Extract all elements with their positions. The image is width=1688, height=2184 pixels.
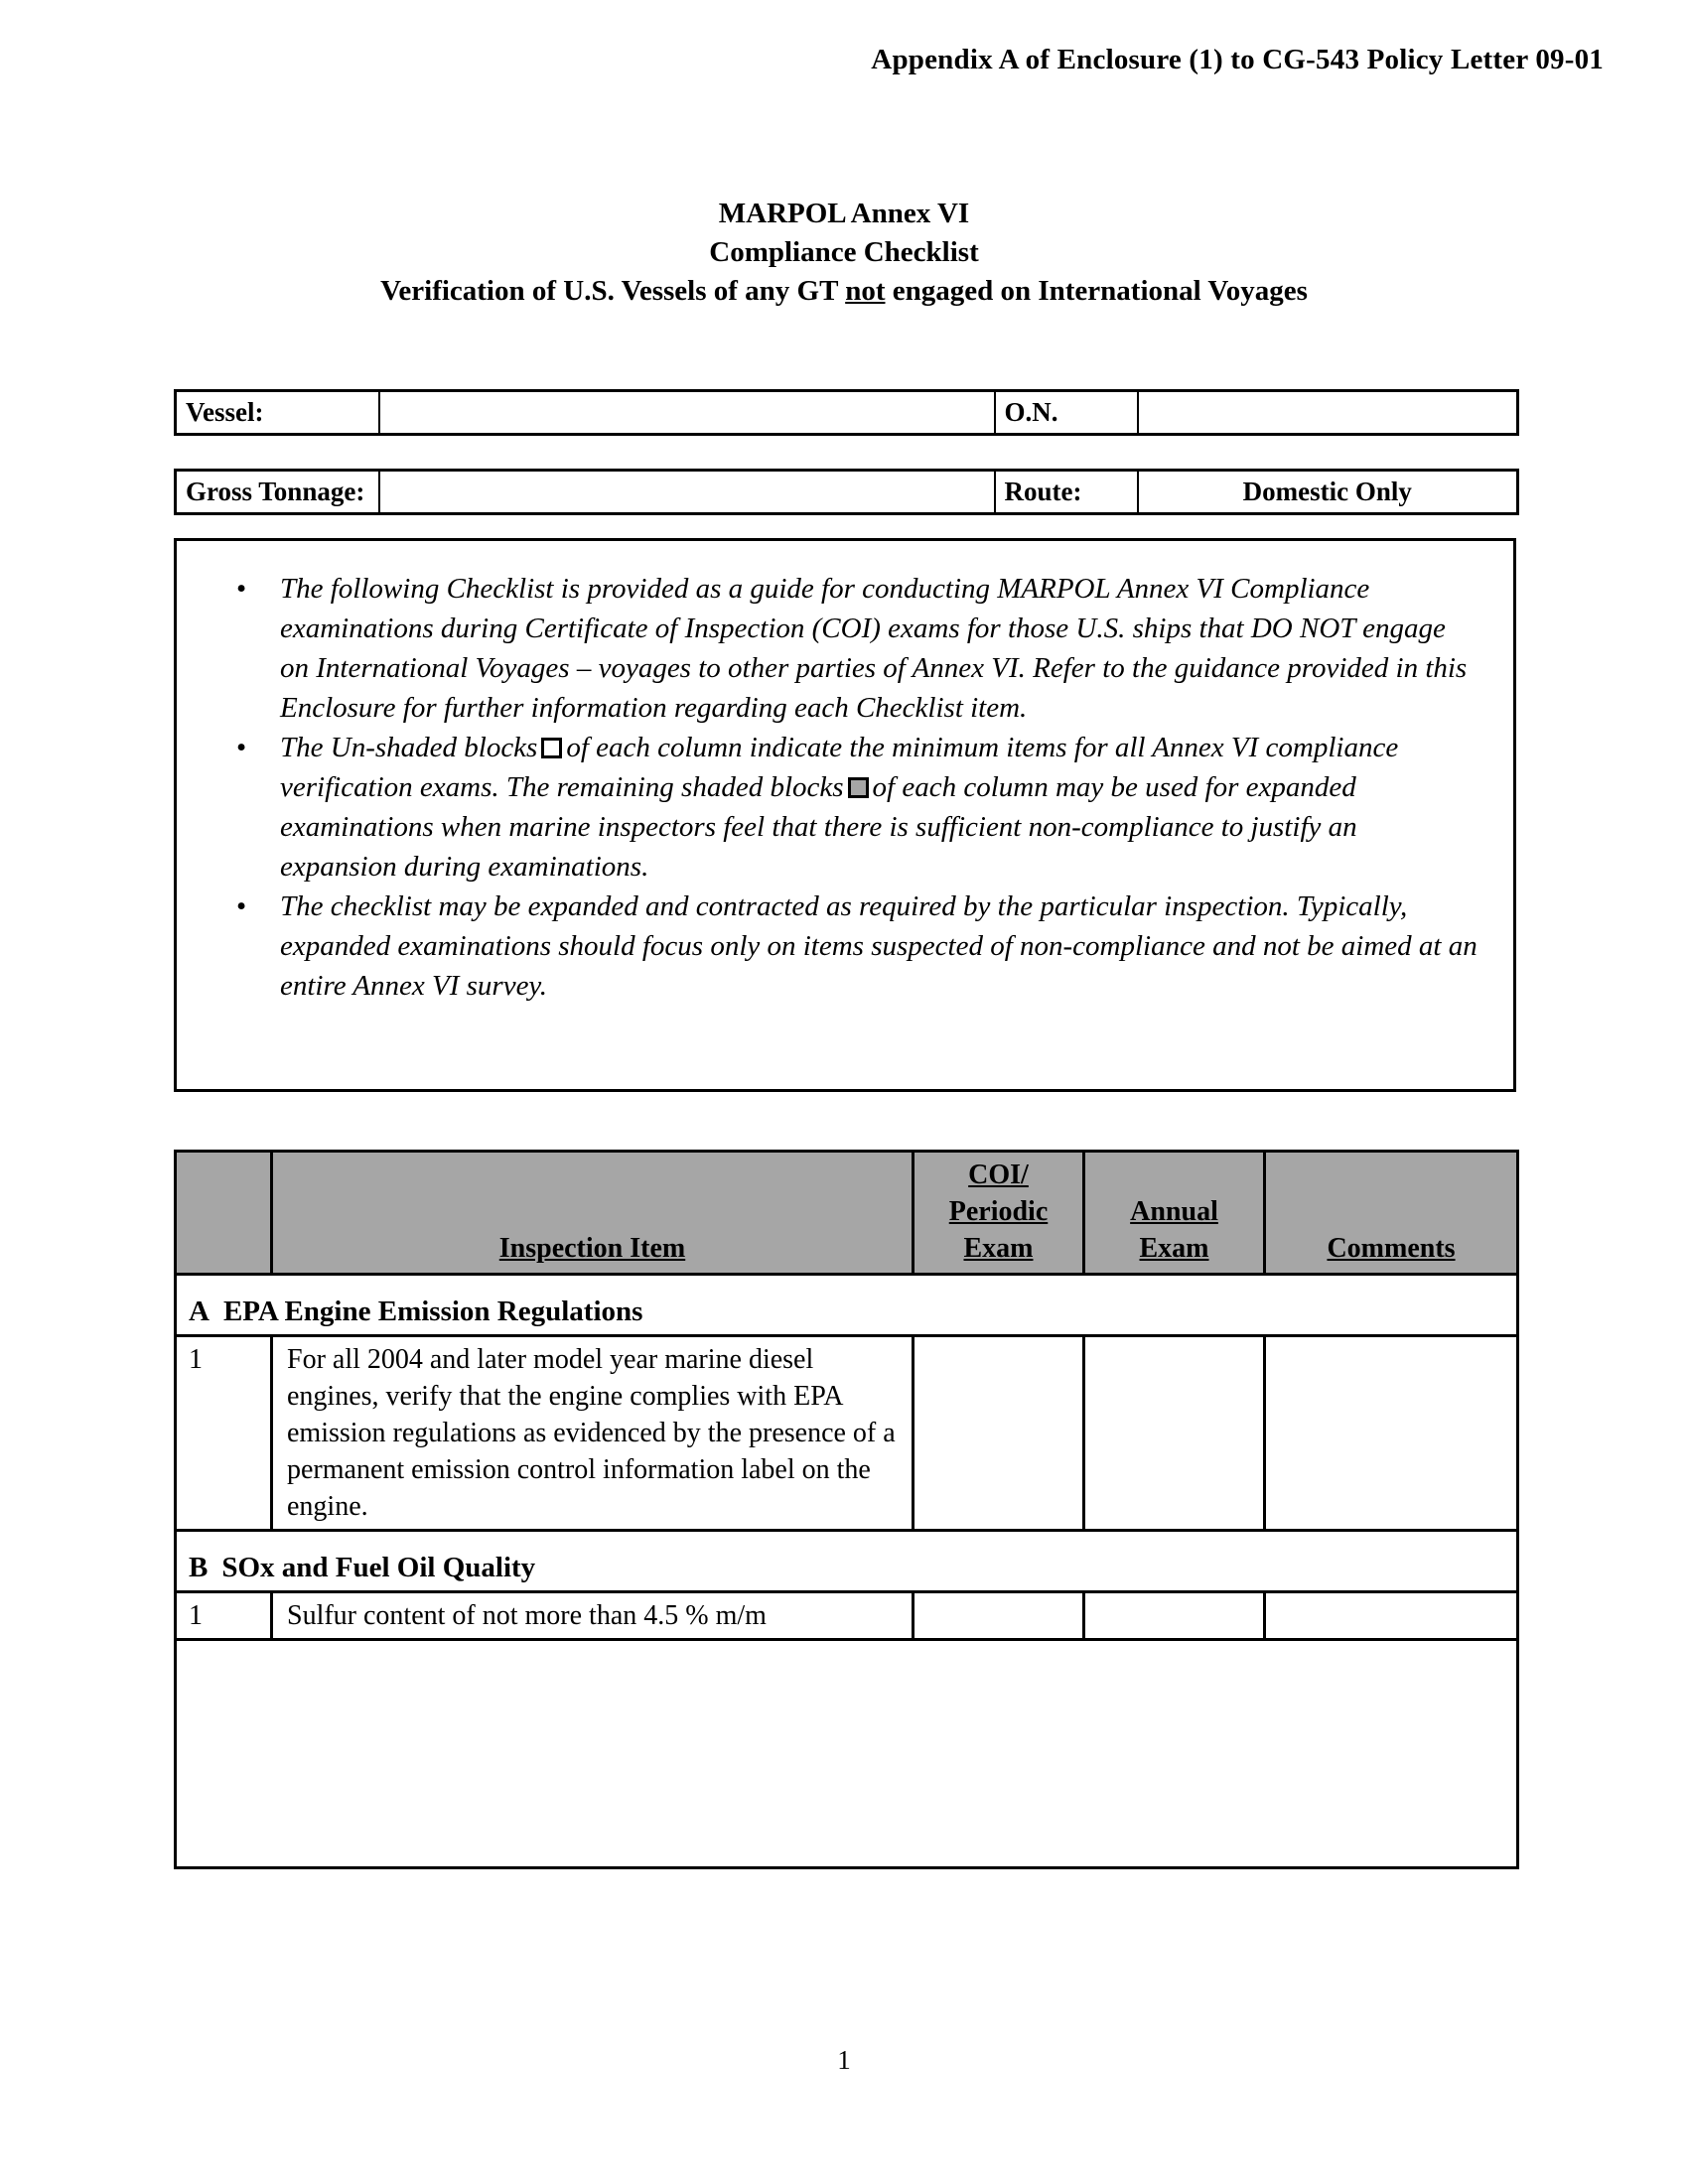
section-header-row-a [176, 1275, 1518, 1336]
tonnage-route-table [174, 469, 1519, 515]
instruction-2-text-part-3: of each column may be used for expanded examinations when marine inspectors feel that there is sufficient non-compliance to justify an expansion during examinations. [280, 771, 1357, 883]
annual-line-1: Annual [1130, 1196, 1218, 1227]
row-coi-periodic-exam-cell[interactable] [914, 1592, 1084, 1640]
annual-line-2: Exam [1139, 1233, 1209, 1264]
section-b-title: SOx and Fuel Oil Quality [221, 1552, 536, 1583]
checklist-header-row [176, 1152, 1518, 1275]
route-label: Route: [995, 471, 1138, 514]
tonnage-row [176, 471, 1518, 514]
instruction-item-1 [212, 569, 1477, 728]
blank-continuation-cell[interactable] [176, 1640, 1518, 1868]
row-number: 1 [176, 1592, 272, 1640]
instruction-2-text-part-1: The Un-shaded blocks [280, 732, 538, 763]
row-number: 1 [176, 1336, 272, 1531]
section-a-title: EPA Engine Emission Regulations [222, 1296, 643, 1327]
gross-tonnage-value-field[interactable] [379, 471, 995, 514]
row-annual-exam-cell[interactable] [1084, 1592, 1265, 1640]
instruction-1-text: The following Checklist is provided as a guide for conducting MARPOL Annex VI Compliance examinations during Certificate of Inspection (COI) exams for those U.S. ships that DO NOT engage on International Voyages – voyages to other parties of Annex VI. Refer to the guidance provided in this Enclosure for further information regarding each Checklist item. [280, 573, 1468, 724]
table-row [176, 1336, 1518, 1531]
title-line-3-post: engaged on International Voyages [885, 275, 1308, 307]
official-number-value-field[interactable] [1138, 391, 1518, 435]
running-header: Appendix A of Enclosure (1) to CG-543 Policy Letter 09-01 [871, 44, 1604, 75]
title-line-3-emphasis: not [845, 275, 886, 307]
section-b-title-cell [176, 1531, 1518, 1592]
official-number-label: O.N. [995, 391, 1138, 435]
row-inspection-item: For all 2004 and later model year marine diesel engines, verify that the engine complies with EPA emission regulations as evidenced by the presence of a permanent emission control information label on the engine. [272, 1336, 914, 1531]
vessel-value-field[interactable] [379, 391, 995, 435]
table-row [176, 1592, 1518, 1640]
title-line-1: MARPOL Annex VI [718, 198, 970, 229]
row-comments-cell[interactable] [1265, 1336, 1518, 1531]
row-comments-cell[interactable] [1265, 1592, 1518, 1640]
bullet-icon: • [236, 890, 247, 922]
column-header-inspection-item-label: Inspection Item [498, 1233, 686, 1264]
title-block [0, 195, 1688, 311]
column-header-comments [1265, 1152, 1518, 1275]
shaded-checkbox-icon [848, 777, 869, 798]
section-b-letter: B [189, 1552, 209, 1583]
checklist-table [174, 1150, 1519, 1869]
section-a-letter: A [189, 1296, 210, 1327]
bullet-icon: • [236, 573, 247, 605]
column-header-comments-label: Comments [1327, 1233, 1456, 1264]
page-number: 1 [837, 2045, 851, 2075]
bullet-icon: • [236, 732, 247, 763]
instruction-item-3 [212, 887, 1477, 1006]
instructions-list [212, 569, 1477, 1006]
row-annual-exam-cell[interactable] [1084, 1336, 1265, 1531]
title-line-3 [0, 272, 1688, 311]
vessel-info-table [174, 389, 1519, 436]
blank-continuation-row [176, 1640, 1518, 1868]
title-line-3-pre: Verification of U.S. Vessels of any GT [380, 275, 846, 307]
column-header-number [176, 1152, 272, 1275]
coi-line-1: COI/ [968, 1160, 1029, 1190]
vessel-label: Vessel: [176, 391, 379, 435]
instructions-box [174, 538, 1516, 1092]
column-header-annual-exam [1084, 1152, 1265, 1275]
coi-line-2: Periodic [948, 1196, 1049, 1227]
title-line-2: Compliance Checklist [709, 236, 979, 268]
unshaded-checkbox-icon [541, 738, 562, 758]
vessel-row [176, 391, 1518, 435]
instruction-item-2 [212, 728, 1477, 887]
coi-line-3: Exam [963, 1233, 1034, 1264]
column-header-coi-periodic-exam [914, 1152, 1084, 1275]
gross-tonnage-label: Gross Tonnage: [176, 471, 379, 514]
section-a-title-cell [176, 1275, 1518, 1336]
section-header-row-b [176, 1531, 1518, 1592]
instruction-2-text-part-2: of each column indicate the minimum items for all Annex VI compliance verification exams. The remaining shaded blocks [280, 732, 1399, 803]
route-value: Domestic Only [1138, 471, 1518, 514]
row-inspection-item: Sulfur content of not more than 4.5 % m/m [272, 1592, 914, 1640]
row-coi-periodic-exam-cell[interactable] [914, 1336, 1084, 1531]
column-header-inspection-item [272, 1152, 914, 1275]
instruction-3-text: The checklist may be expanded and contracted as required by the particular inspection. Typically, expanded examinations should focus only on items suspected of non-compliance and not be aimed at an entire Annex VI survey. [280, 890, 1477, 1002]
